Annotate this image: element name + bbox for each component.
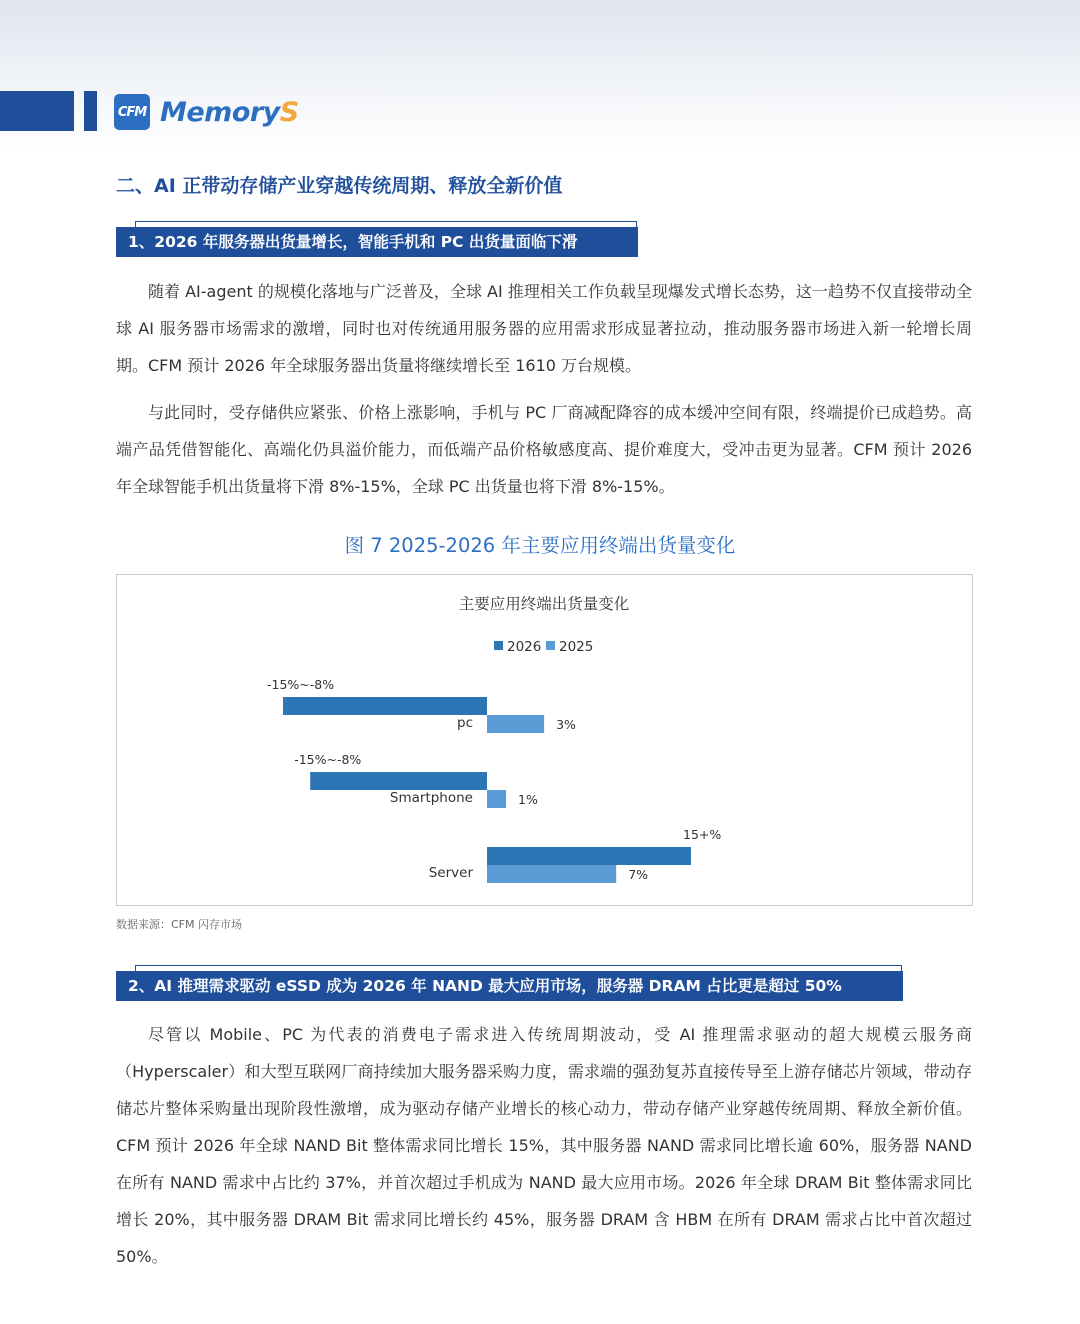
data-label-2026-pc: -15%~-8% [267, 677, 335, 692]
logo-word: Memory [160, 96, 280, 128]
section-title: 二、AI 正带动存储产业穿越传统周期、释放全新价值 [116, 175, 563, 197]
data-label-2026-server: 15+% [683, 827, 722, 842]
header-accent-bar-small [84, 91, 97, 131]
shipment-change-chart [117, 575, 972, 905]
chart-frame [116, 574, 973, 906]
legend-swatch-2026 [494, 641, 503, 650]
legend-label-2026: 2026 [507, 639, 542, 655]
paragraph-2: 与此同时，受存储供应紧张、价格上涨影响，手机与 PC 厂商减配降容的成本缓冲空间有限，终端提价已成趋势。高端产品凭借智能化、高端化仍具溢价能力，而低端产品价格敏感度高、提价难度大，受冲击更为显著。CFM 预计 2026 年全球智能手机出货量将下滑 8%-15%，全球 PC 出货量也将下滑 8%-15%。 [116, 403, 972, 496]
category-label-pc: pc [457, 715, 473, 731]
data-label-2025-pc: 3% [556, 717, 576, 732]
chart-title: 主要应用终端出货量变化 [458, 595, 630, 613]
logo [114, 92, 299, 132]
figure-source: 数据来源：CFM 闪存市场 [116, 918, 242, 931]
subheading-1: 1、2026 年服务器出货量增长，智能手机和 PC 出货量面临下滑 [116, 227, 638, 257]
data-label-2026-smartphone: -15%~-8% [294, 752, 362, 767]
bar-2025-server [487, 865, 616, 883]
paragraph-3: 尽管以 Mobile、PC 为代表的消费电子需求进入传统周期波动，受 AI 推理需求驱动的超大规模云服务商（Hyperscaler）和大型互联网厂商持续加大服务器采购力度，需求端的强劲复苏直接传导至上游存储芯片领域，带动存储芯片整体采购量出现阶段性激增，成为驱动存储产业增长的核心动力，带动存储产业穿越传统周期、释放全新价值。CFM 预计 2026 年全球 NAND Bit 整体需求同比增长 15%，其中服务器 NAND 需求同比增长逾 60%，服务器 NAND 在所有 NAND 需求中占比约 37%，并首次超过手机成为 NAND 最大应用市场。2026 年全球 DRAM Bit 整体需求同比增长 20%，其中服务器 DRAM Bit 需求同比增长约 45%，服务器 DRAM 含 HBM 在所有 DRAM 需求占比中首次超过 50%。 [116, 1025, 972, 1266]
bar-2026-smartphone [310, 772, 487, 790]
subheading-2: 2、AI 推理需求驱动 eSSD 成为 2026 年 NAND 最大应用市场，服务器 DRAM 占比更是超过 50% [116, 971, 903, 1001]
logo-wordmark [160, 97, 299, 128]
category-label-server: Server [428, 865, 473, 881]
bar-2026-pc [283, 697, 487, 715]
category-label-smartphone: Smartphone [389, 790, 473, 806]
legend-swatch-2025 [546, 641, 555, 650]
bar-2026-server [487, 847, 691, 865]
legend-label-2025: 2025 [559, 639, 594, 655]
logo-badge: CFM [114, 94, 150, 130]
paragraph-1: 随着 AI-agent 的规模化落地与广泛普及，全球 AI 推理相关工作负载呈现爆发式增长态势，这一趋势不仅直接带动全球 AI 服务器市场需求的激增，同时也对传统通用服务器的应用需求形成显著拉动，推动服务器市场进入新一轮增长周期。CFM 预计 2026 年全球服务器出货量将继续增长至 1610 万台规模。 [116, 282, 972, 375]
chart-bars [267, 677, 721, 883]
bar-2025-smartphone [487, 790, 506, 808]
data-label-2025-smartphone: 1% [518, 792, 538, 807]
chart-legend [494, 639, 593, 655]
logo-tail: S [279, 96, 299, 128]
figure-caption: 图 7 2025-2026 年主要应用终端出货量变化 [344, 534, 736, 557]
header-accent-bar [0, 91, 74, 131]
data-label-2025-server: 7% [628, 867, 649, 882]
bar-2025-pc [487, 715, 544, 733]
